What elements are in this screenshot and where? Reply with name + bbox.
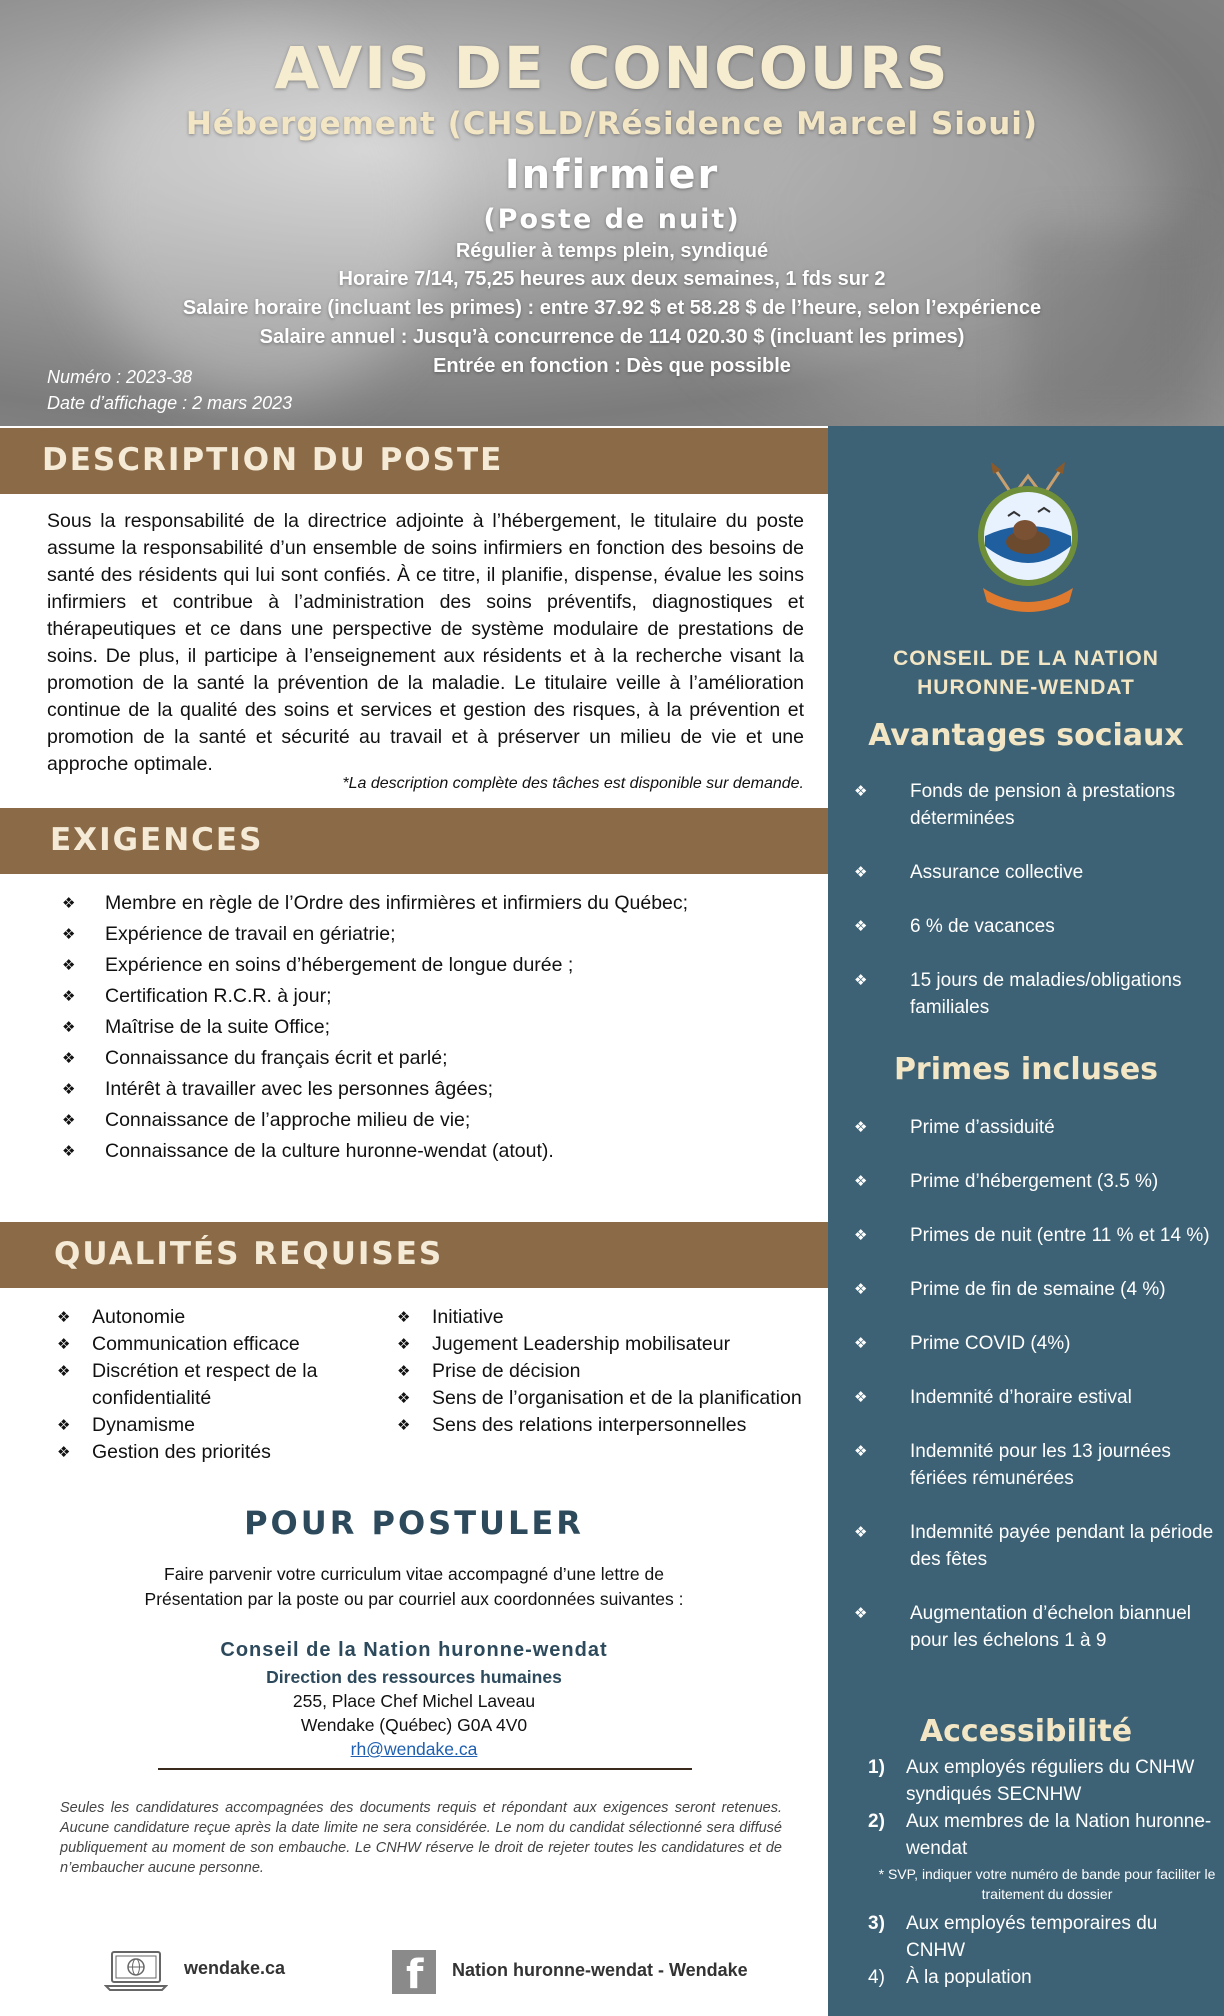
list-item: ❖ Augmentation d’échelon biannuel pour les échelons 1 à 9	[854, 1600, 1214, 1654]
list-item: ❖ Expérience en soins d’hébergement de longue durée ;	[62, 950, 802, 981]
section-band-requirements	[0, 808, 828, 874]
apply-address-street: 255, Place Chef Michel Laveau	[292, 1691, 536, 1711]
apply-email-link[interactable]: rh@wendake.ca	[350, 1739, 478, 1759]
apply-instructions	[0, 1562, 828, 1612]
facebook-link[interactable]: Nation huronne-wendat - Wendake	[452, 1960, 748, 1980]
list-item: ❖ Prise de décision	[397, 1358, 817, 1385]
page-subtitle: Hébergement (CHSLD/Résidence Marcel Sioui)	[185, 106, 1039, 142]
item-text: À la population	[906, 1967, 1032, 1988]
list-item: ❖ Communication efficace	[57, 1331, 387, 1358]
item-number: 1)	[868, 1757, 885, 1778]
premiums-list	[854, 1114, 1214, 1681]
sidebar-organization-line: CONSEIL DE LA NATION	[893, 647, 1159, 670]
list-item: ❖ Connaissance du français écrit et parlé;	[62, 1043, 802, 1074]
list-item: ❖ Indemnité payée pendant la période des fêtes	[854, 1519, 1214, 1573]
laptop-globe-icon	[104, 1950, 168, 1992]
list-item: ❖ Maîtrise de la suite Office;	[62, 1012, 802, 1043]
qualities-list-left	[57, 1304, 387, 1466]
item-text: Aux employés réguliers du CNHW syndiqués SECNHW	[906, 1757, 1195, 1805]
list-item: ❖ Prime d’hébergement (3.5 %)	[854, 1168, 1214, 1195]
header-banner	[0, 0, 1224, 426]
page-title: AVIS DE CONCOURS	[274, 34, 950, 102]
list-item	[868, 1808, 1218, 1910]
list-item	[868, 1910, 1218, 1964]
list-item: ❖ Expérience de travail en gériatrie;	[62, 919, 802, 950]
item-number: 3)	[868, 1913, 885, 1934]
qualities-list-right	[397, 1304, 817, 1439]
accessibility-list	[868, 1754, 1218, 1991]
nation-emblem-logo	[963, 456, 1093, 616]
list-item: ❖ Autonomie	[57, 1304, 387, 1331]
list-item: ❖ Jugement Leadership mobilisateur	[397, 1331, 817, 1358]
apply-department: Direction des ressources humaines	[266, 1667, 562, 1687]
benefits-heading: Avantages sociaux	[868, 718, 1184, 753]
divider	[158, 1768, 692, 1770]
apply-instructions-line: Présentation par la poste ou par courriel aux coordonnées suivantes :	[144, 1589, 684, 1609]
list-item: ❖ Discrétion et respect de la confidentialité	[57, 1358, 387, 1412]
list-item	[868, 1964, 1218, 1991]
section-heading: QUALITÉS REQUISES	[54, 1236, 444, 1272]
list-item: ❖ Primes de nuit (entre 11 % et 14 %)	[854, 1222, 1214, 1249]
list-item	[868, 1754, 1218, 1808]
list-item: ❖ Intérêt à travailler avec les personnes âgées;	[62, 1074, 802, 1105]
apply-heading: POUR POSTULER	[244, 1504, 584, 1542]
list-item: ❖ Prime d’assiduité	[854, 1114, 1214, 1141]
list-item: ❖ Fonds de pension à prestations déterminées	[854, 778, 1214, 832]
facebook-icon: f	[392, 1950, 436, 1994]
list-item: ❖ 6 % de vacances	[854, 913, 1214, 940]
section-heading: EXIGENCES	[50, 822, 264, 858]
description-note: *La description complète des tâches est disponible sur demande.	[342, 775, 804, 792]
posting-date: Date d’affichage : 2 mars 2023	[47, 393, 293, 413]
annual-salary: Salaire annuel : Jusqu’à concurrence de 114 020.30 $ (incluant les primes)	[259, 326, 965, 348]
list-item: ❖ Indemnité pour les 13 journées fériées rémunérées	[854, 1438, 1214, 1492]
accessibility-note: * SVP, indiquer votre numéro de bande pour faciliter le traitement du dossier	[878, 1866, 1216, 1902]
start-date: Entrée en fonction : Dès que possible	[433, 355, 791, 377]
requirements-list	[62, 888, 802, 1167]
list-item: ❖ Membre en règle de l’Ordre des infirmières et infirmiers du Québec;	[62, 888, 802, 919]
list-item: ❖ Sens des relations interpersonnelles	[397, 1412, 817, 1439]
item-text: Aux employés temporaires du CNHW	[906, 1913, 1158, 1961]
benefits-list	[854, 778, 1214, 1048]
posting-number: Numéro : 2023-38	[47, 367, 193, 387]
list-item: ❖ Certification R.C.R. à jour;	[62, 981, 802, 1012]
list-item: ❖ Connaissance de l’approche milieu de vie;	[62, 1105, 802, 1136]
premiums-heading: Primes incluses	[893, 1052, 1159, 1087]
list-item: ❖ Prime de fin de semaine (4 %)	[854, 1276, 1214, 1303]
item-number: 4)	[868, 1967, 885, 1988]
accessibility-heading: Accessibilité	[919, 1714, 1133, 1749]
sidebar-panel	[828, 426, 1224, 2016]
list-item: ❖ 15 jours de maladies/obligations familiales	[854, 967, 1214, 1021]
job-shift: (Poste de nuit)	[483, 204, 741, 235]
section-heading: DESCRIPTION DU POSTE	[42, 442, 504, 478]
list-item: ❖ Dynamisme	[57, 1412, 387, 1439]
item-number: 2)	[868, 1811, 885, 1832]
apply-organization: Conseil de la Nation huronne-wendat	[220, 1639, 608, 1661]
section-band-description	[0, 428, 828, 494]
list-item: ❖ Initiative	[397, 1304, 817, 1331]
list-item: ❖ Indemnité d’horaire estival	[854, 1384, 1214, 1411]
hourly-salary: Salaire horaire (incluant les primes) : entre 37.92 $ et 58.28 $ de l’heure, selon l’expérience	[182, 297, 1042, 319]
list-item: ❖ Assurance collective	[854, 859, 1214, 886]
sidebar-organization-line: HURONNE-WENDAT	[917, 676, 1135, 699]
job-schedule: Horaire 7/14, 75,25 heures aux deux semaines, 1 fds sur 2	[338, 268, 886, 290]
website-link[interactable]: wendake.ca	[184, 1958, 286, 1978]
list-item: ❖ Prime COVID (4%)	[854, 1330, 1214, 1357]
sidebar-organization	[828, 644, 1224, 702]
job-status: Régulier à temps plein, syndiqué	[455, 240, 769, 262]
job-title: Infirmier	[504, 152, 720, 198]
item-text: Aux membres de la Nation huronne-wendat	[906, 1811, 1212, 1859]
section-band-qualities	[0, 1222, 828, 1288]
list-item: ❖ Gestion des priorités	[57, 1439, 387, 1466]
list-item: ❖ Sens de l’organisation et de la planification	[397, 1385, 817, 1412]
apply-instructions-line: Faire parvenir votre curriculum vitae accompagné d’une lettre de	[164, 1564, 664, 1584]
apply-address-city: Wendake (Québec) G0A 4V0	[300, 1715, 528, 1735]
disclaimer-text: Seules les candidatures accompagnées des documents requis et répondant aux exigences seront retenues. Aucune candidature reçue après la date limite ne sera considérée. Le nom du candidat sélectionné sera diffusé publiquement au moment de son embauche. Le CNHW réserve le droit de rejeter toutes les candidatures et de n’embaucher aucune personne.	[60, 1800, 782, 1876]
description-text: Sous la responsabilité de la directrice adjointe à l’hébergement, le titulaire du poste assume la responsabilité d’un ensemble de soins infirmiers en fonction des besoins de santé des résidents qui lui sont confiés. À ce titre, il planifie, dispense, évalue les soins infirmiers et contribue à l’administration des soins préventifs, diagnostiques et thérapeutiques et ce dans une perspective de système modulaire de prestations de soins. De plus, il participe à l’enseignement aux résidents et à la recherche visant la promotion de la santé la prévention de la maladie. Le titulaire veille à l’amélioration continue de la qualité des soins et services et gestion des risques, à la prévention et promotion de la santé et sécurité au travail et à préserver un milieu de vie et une approche optimale.	[47, 510, 804, 775]
list-item: ❖ Connaissance de la culture huronne-wendat (atout).	[62, 1136, 802, 1167]
